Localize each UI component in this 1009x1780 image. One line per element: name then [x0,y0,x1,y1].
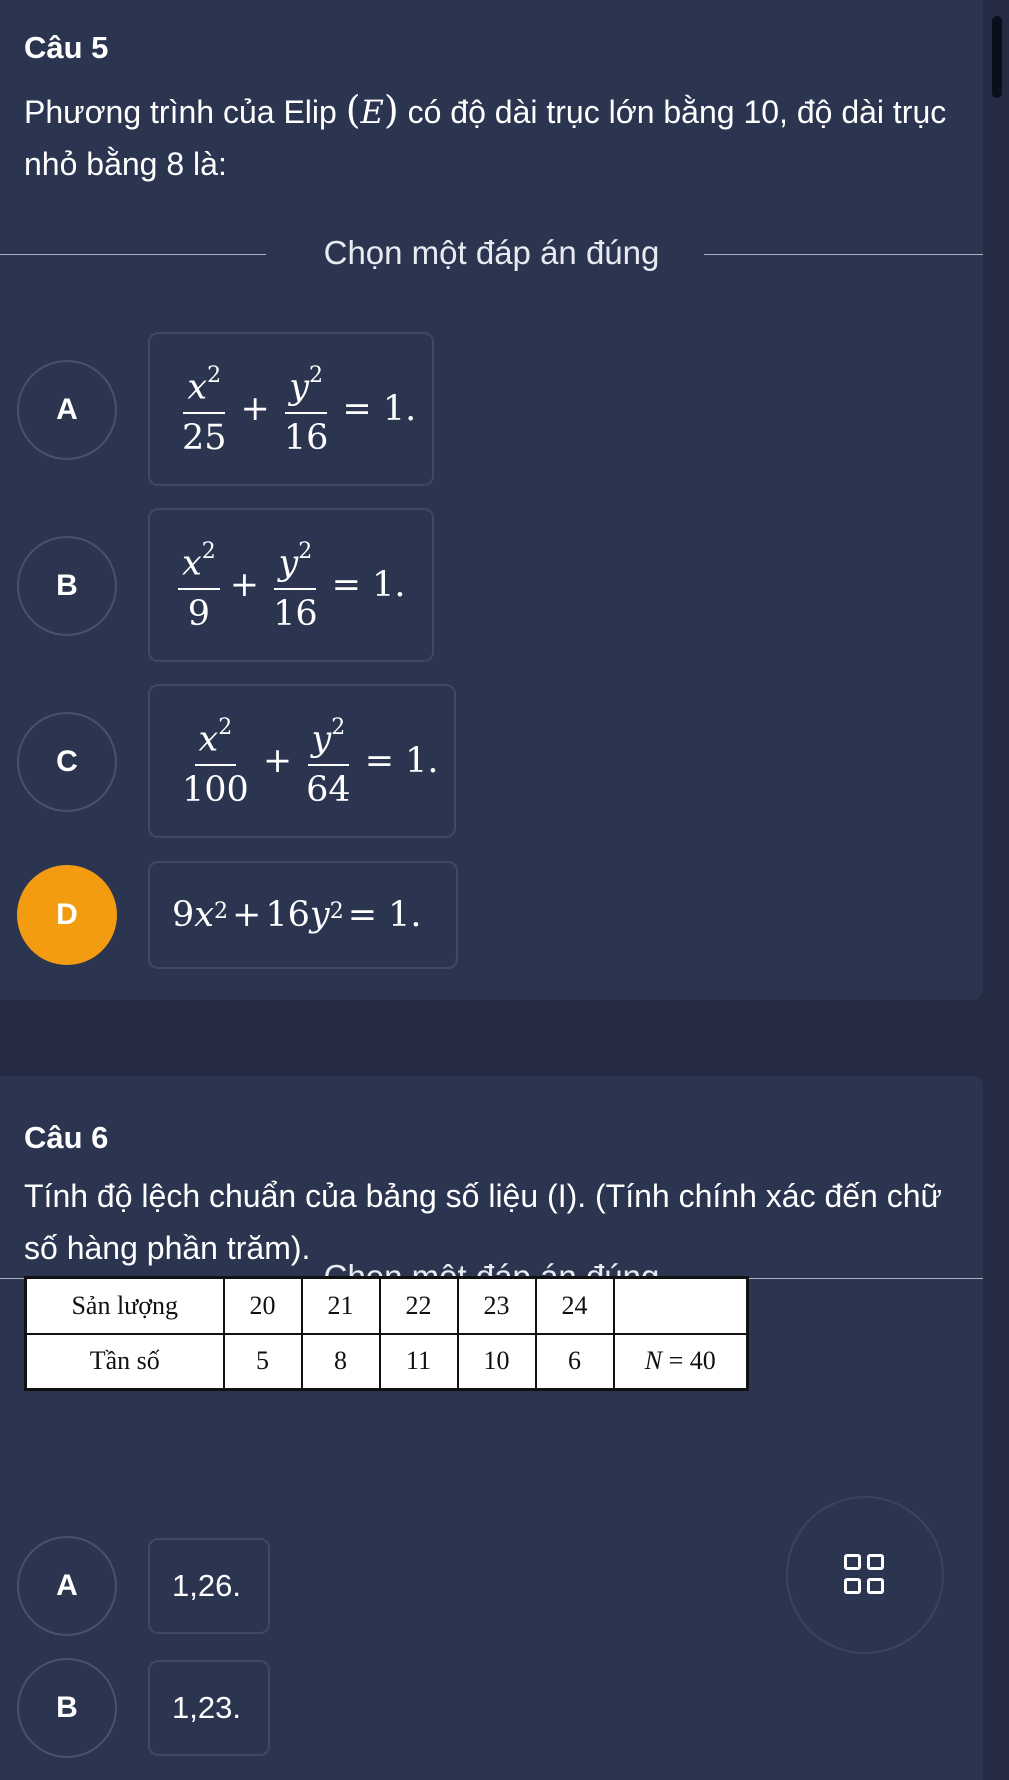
exponent: 2 [218,715,233,741]
fraction [280,360,333,458]
table-cell: 11 [380,1334,458,1390]
table-cell-total [614,1334,748,1390]
question-title: Câu 5 [24,30,109,65]
table-cell: 10 [458,1334,536,1390]
question-text-part: Phương trình của Elip [24,94,346,130]
paren-open: ( [345,88,361,132]
fraction [178,712,253,810]
variable: y [309,895,330,935]
question-title: Câu 6 [24,1120,109,1155]
denominator: 16 [273,593,318,634]
numerator-var: x [187,367,208,408]
divider-line [704,254,983,255]
denominator: 9 [187,593,211,634]
option-c-button[interactable] [17,712,117,812]
equation [172,895,426,935]
numerator-var: x [198,719,219,760]
plus-sign: + [240,389,270,429]
numerator-var: y [289,367,310,408]
option-c-answer[interactable] [148,684,456,838]
option-a-answer[interactable] [148,1538,270,1634]
option-a-answer[interactable] [148,332,434,486]
numerator-var: x [182,543,202,584]
question-6-card [0,1076,983,1780]
plus-sign: + [232,895,262,935]
equals-rhs: = 1. [364,741,439,781]
paren-close: ) [383,88,399,132]
denominator: 64 [306,769,351,810]
option-letter: B [56,569,78,602]
option-b-button[interactable] [17,536,117,636]
table-cell: 20 [224,1278,302,1334]
coefficient: 9 [172,895,195,935]
exponent: 2 [329,898,344,924]
option-d-button[interactable] [17,865,117,965]
denominator: 25 [182,417,227,458]
answer-prompt: Chọn một đáp án đúng [323,234,660,271]
variable: x [194,895,215,935]
table-cell: 24 [536,1278,614,1334]
table-cell: 5 [224,1334,302,1390]
numerator-var: y [278,543,299,584]
option-letter: C [56,745,78,778]
coefficient: 16 [265,895,310,935]
option-letter: B [56,1691,78,1724]
fraction [178,536,220,634]
table-cell: 21 [302,1278,380,1334]
table-cell: Sản lượng [26,1278,224,1334]
option-b-answer[interactable] [148,508,434,662]
option-letter: A [56,1569,78,1602]
equation [172,360,420,458]
table-cell [614,1278,748,1334]
option-b-button[interactable] [17,1658,117,1758]
question-text-part: có độ dài trục lớn bằng 10, độ dài trục nhỏ bằng 8 là: [24,94,947,182]
grid-icon [844,1554,886,1596]
fraction [269,536,322,634]
table-cell: 22 [380,1278,458,1334]
fraction [302,712,355,810]
option-a-button[interactable] [17,1536,117,1636]
option-value: 1,23. [172,1690,241,1725]
equals-rhs: = 1. [347,895,422,935]
table-row [26,1278,748,1334]
option-d-answer[interactable] [148,861,458,969]
option-letter: A [56,393,78,426]
total-value: = 40 [662,1346,716,1376]
option-value: 1,26. [172,1568,241,1603]
table-cell: 8 [302,1334,380,1390]
equals-rhs: = 1. [331,565,406,605]
table-cell: 23 [458,1278,536,1334]
question-text: Tính độ lệch chuẩn của bảng số liệu (I). (Tính chính xác đến chữ số hàng phần trăm). [24,1178,942,1266]
equation [172,712,443,810]
question-grid-button[interactable] [786,1496,944,1654]
data-table [24,1276,749,1391]
exponent: 2 [201,539,216,565]
table-cell: Tần số [26,1334,224,1390]
option-a-button[interactable] [17,360,117,460]
answer-divider [0,234,983,274]
exponent: 2 [214,898,229,924]
exponent: 2 [298,539,313,565]
plus-sign: + [229,565,260,605]
equation [172,536,409,634]
numerator-var: y [311,719,332,760]
total-variable: N [644,1346,663,1376]
exponent: 2 [331,715,346,741]
table-cell: 6 [536,1334,614,1390]
scrollbar-thumb[interactable] [992,16,1002,98]
exponent: 2 [309,363,324,389]
denominator: 16 [283,417,329,458]
table-row [26,1334,748,1390]
ellipse-symbol: E [360,93,384,131]
denominator: 100 [182,769,249,810]
fraction [178,360,231,458]
option-letter: D [56,898,78,931]
equals-rhs: = 1. [342,389,417,429]
question-text [24,84,954,190]
plus-sign: + [262,741,293,781]
option-b-answer[interactable] [148,1660,270,1756]
exponent: 2 [207,363,222,389]
